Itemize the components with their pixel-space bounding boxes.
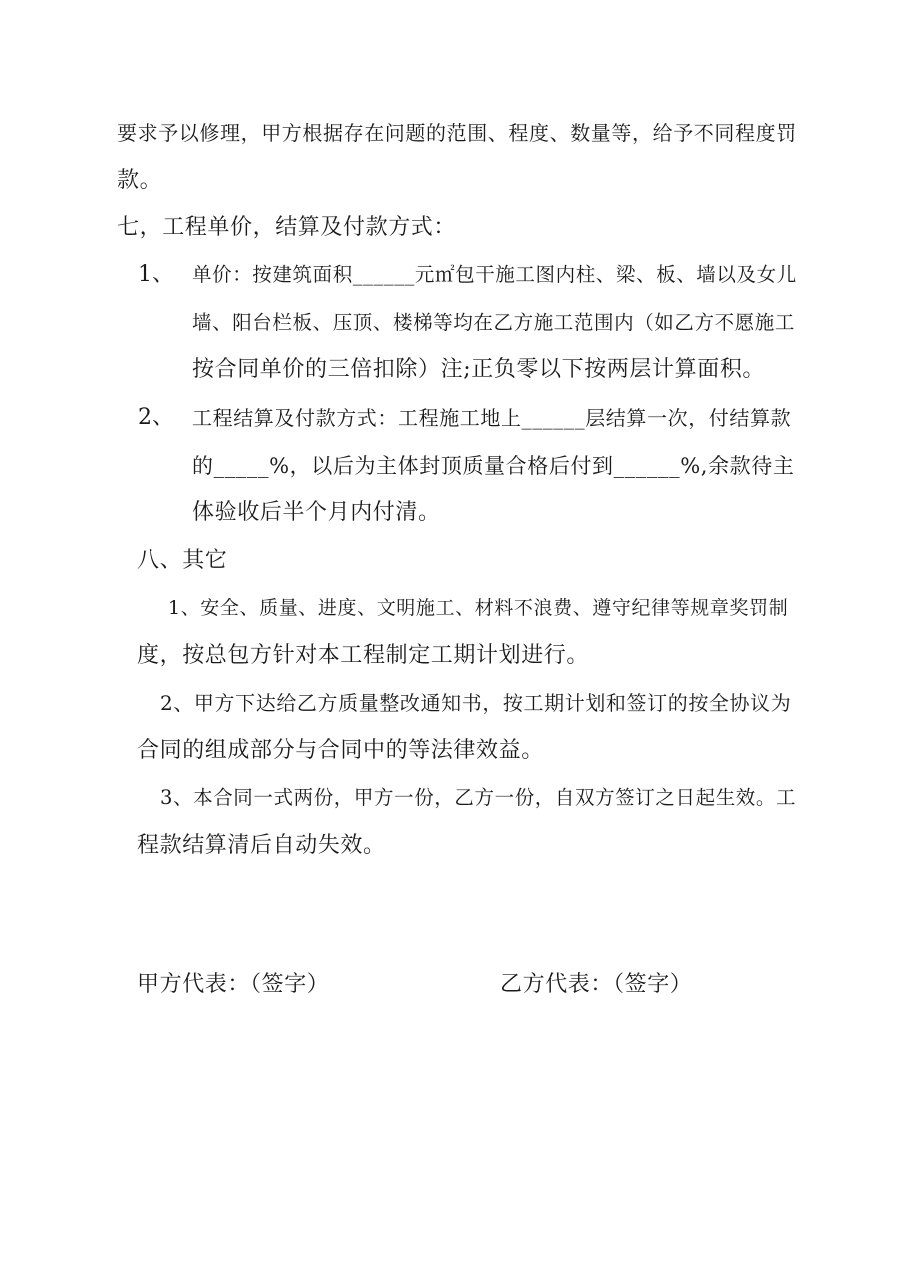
list-item-line: 的_____%，以后为主体封顶质量合格后付到______%,余款待主 bbox=[192, 454, 795, 478]
list-number: 1、 bbox=[138, 262, 174, 287]
list-item-line: 墙、阳台栏板、压顶、楼梯等均在乙方施工范围内（如乙方不愿施工 bbox=[192, 311, 796, 334]
list-item-line: 单价：按建筑面积______元㎡包干施工图内柱、梁、板、墙以及女儿 bbox=[192, 263, 797, 286]
paragraph-line: 度，按总包方针对本工程制定工期计划进行。 bbox=[137, 643, 590, 668]
list-item-line: 工程结算及付款方式：工程施工地上______层结算一次，付结算款 bbox=[192, 406, 792, 430]
section-heading: 七，工程单价，结算及付款方式： bbox=[117, 215, 457, 240]
paragraph-line: 款。 bbox=[117, 168, 163, 193]
paragraph-line: 2、甲方下达给乙方质量整改通知书，按工期计划和签订的按全协议为 bbox=[160, 691, 792, 715]
list-number: 2、 bbox=[138, 405, 174, 430]
list-item-line: 体验收后半个月内付清。 bbox=[192, 500, 441, 525]
paragraph-line: 程款结算清后自动失效。 bbox=[137, 833, 386, 858]
paragraph-line: 1、安全、质量、进度、文明施工、材料不浪费、遵守纪律等规章奖罚制 bbox=[168, 597, 789, 619]
list-item-line: 按合同单价的三倍扣除）注;正负零以下按两层计算面积。 bbox=[192, 357, 766, 382]
section-heading: 八、其它 bbox=[137, 548, 228, 573]
paragraph-line: 合同的组成部分与合同中的等法律效益。 bbox=[137, 738, 544, 763]
paragraph-line: 要求予以修理，甲方根据存在问题的范围、程度、数量等，给予不同程度罚 bbox=[117, 121, 797, 145]
party-b-signature-label: 乙方代表：（签字） bbox=[500, 972, 693, 997]
party-a-signature-label: 甲方代表：（签字） bbox=[137, 972, 330, 997]
paragraph-line: 3、本合同一式两份，甲方一份，乙方一份，自双方签订之日起生效。工 bbox=[160, 786, 797, 809]
